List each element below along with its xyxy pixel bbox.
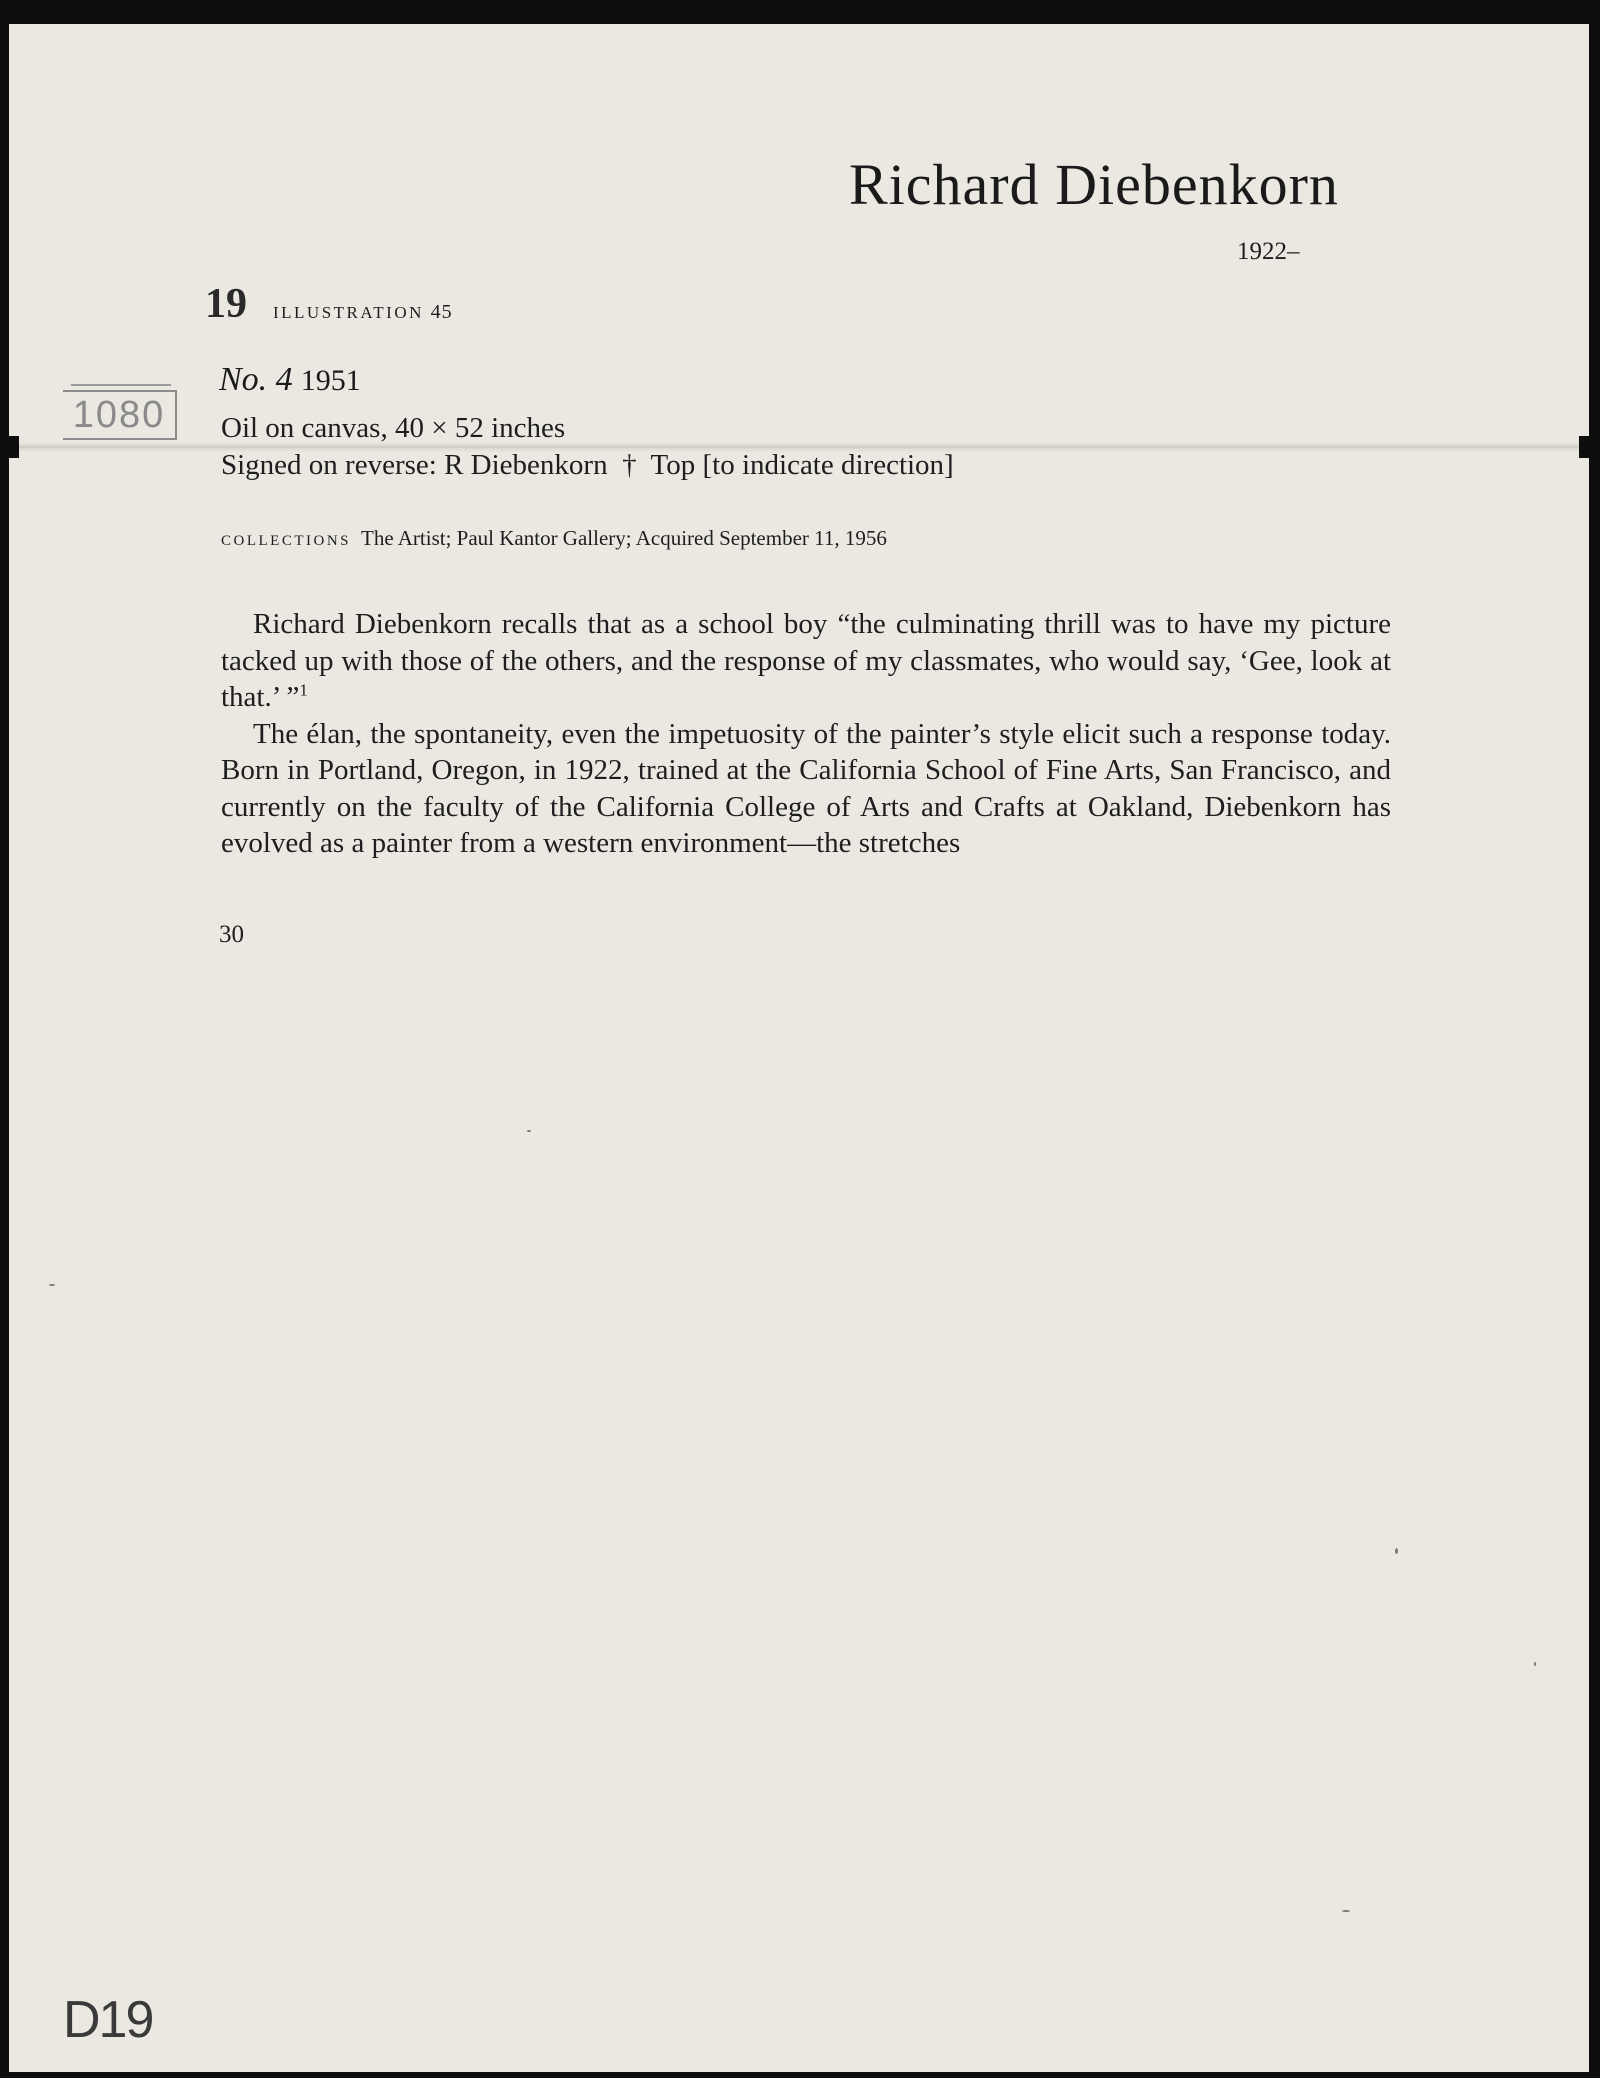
work-year: 1951 [300, 364, 361, 397]
work-signature-note: Signed on reverse: R Diebenkorn † Top [to indicate direction] [221, 449, 954, 481]
fold-notch-left [9, 436, 19, 458]
illustration-number: 45 [430, 301, 453, 323]
artist-name: Richard Diebenkorn [849, 152, 1339, 217]
paper-speck [1534, 1662, 1536, 1666]
stamp-border-line [71, 384, 171, 386]
inventory-stamp: 1080 [63, 390, 177, 440]
page-number: 30 [219, 921, 244, 948]
handwritten-catalog-number: 19 [205, 281, 247, 327]
paper-speck [1395, 1548, 1398, 1554]
illustration-label-text: ILLUSTRATION [273, 303, 424, 322]
footnote-ref: 1 [299, 680, 308, 700]
document-page [9, 24, 1589, 2072]
illustration-label [273, 301, 453, 324]
body-paragraph-1 [221, 606, 1391, 716]
work-medium: Oil on canvas, 40 × 52 inches [221, 412, 566, 444]
body-paragraph-1-text: Richard Diebenkorn recalls that as a school boy “the culminating thrill was to have my picture tacked up with those of the others, and the response of my classmates, who would say, ‘Gee, look at that.’ ” [221, 608, 1391, 713]
paper-speck [1342, 1910, 1350, 1912]
body-paragraph-2: The élan, the spontaneity, even the impetuosity of the painter’s style elicit such a response today. Born in Portland, Oregon, in 1922, trained at the California School of Fine Arts, San Francisco, and currently on the faculty of the California College of Arts and Crafts at Oakland, Diebenkorn has evolved as a painter from a western environment—the stretches [221, 717, 1391, 859]
archive-mark: D19 [63, 1991, 153, 2049]
paper-speck [49, 1284, 55, 1286]
collections-text: The Artist; Paul Kantor Gallery; Acquired September 11, 1956 [361, 526, 887, 550]
work-title [219, 361, 361, 399]
fold-notch-right [1579, 436, 1589, 458]
paper-speck [527, 1130, 531, 1132]
work-title-text: No. 4 [219, 361, 293, 398]
collections-label: COLLECTIONS [221, 533, 351, 549]
body-text [221, 606, 1391, 862]
artist-dates: 1922– [1237, 238, 1300, 265]
collections-line [221, 526, 887, 551]
